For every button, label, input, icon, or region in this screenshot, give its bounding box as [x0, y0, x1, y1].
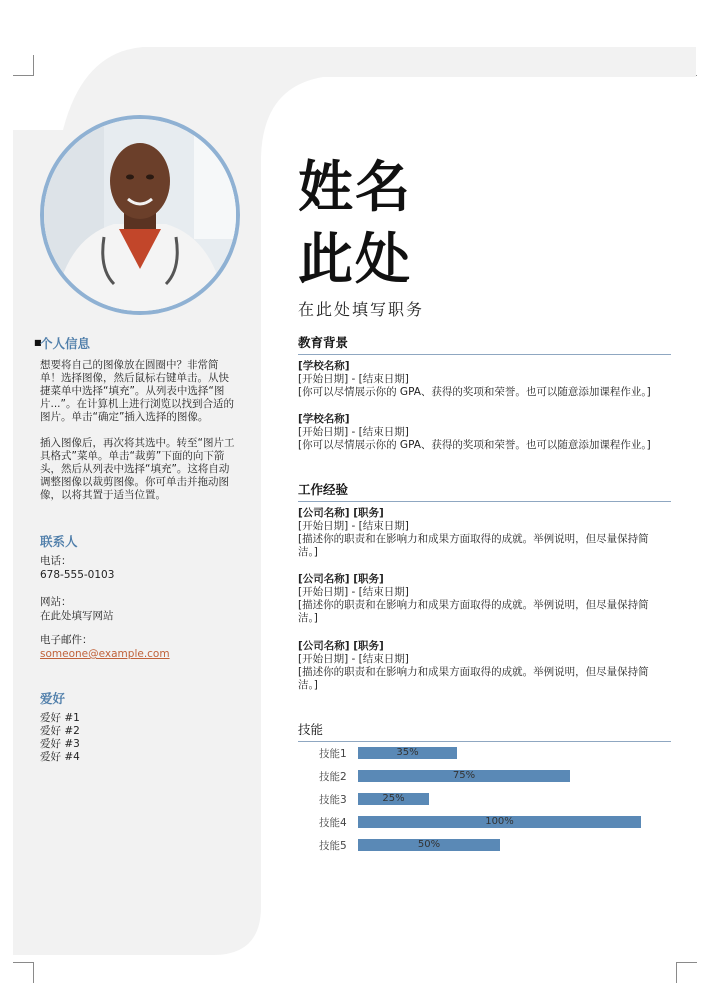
company-role: [公司名称] [职务]	[298, 640, 384, 652]
school-name: [学校名称]	[298, 413, 350, 425]
hobby-item: 爱好 #4	[40, 751, 80, 763]
education-section-title: 教育背景	[298, 333, 671, 355]
name-line-1: 姓名	[298, 155, 413, 219]
profile-para2-line: 头，然后从列表中选择“填充”。这将自动	[40, 463, 230, 475]
crop-mark-bottom-right	[676, 962, 697, 983]
experience-description-line: [描述你的职责和在影响力和成果方面取得的成就。举例说明，但尽量保持简	[298, 666, 649, 678]
skills-section-title: 技能	[298, 720, 671, 742]
profile-para1-line: 片...”。在计算机上进行浏览以找到合适的	[40, 398, 234, 410]
profile-section-title: 个人信息	[40, 336, 91, 351]
profile-para2-line: 调整图像以裁剪图像。你可单击并拖动图	[40, 476, 229, 488]
skill-bar	[358, 747, 457, 759]
skill-value-label: 75%	[452, 770, 476, 781]
phone-label: 电话：	[40, 555, 72, 567]
skill-label: 技能3	[319, 794, 347, 806]
skill-bar	[358, 793, 429, 805]
website-label: 网站：	[40, 596, 72, 608]
name-line-2: 此处	[298, 227, 413, 291]
company-role: [公司名称] [职务]	[298, 573, 384, 585]
education-description: [你可以尽情展示你的 GPA、获得的奖项和荣誉。也可以随意添加课程作业。]	[298, 439, 651, 451]
contact-section-title: 联系人	[40, 534, 78, 549]
education-dates: [开始日期] - [结束日期]	[298, 373, 409, 385]
phone-value: 678-555-0103	[40, 569, 115, 581]
experience-entry	[298, 573, 668, 625]
experience-description-line: 洁。]	[298, 546, 318, 558]
profile-para1-line: 想要将自己的图像放在圆圈中？非常简	[40, 359, 219, 371]
email-link[interactable]: someone@example.com	[40, 648, 170, 660]
list-marker: ■	[34, 338, 42, 347]
skill-bar	[358, 839, 500, 851]
skill-bar	[358, 816, 641, 828]
doctor-photo-icon	[44, 119, 236, 311]
skill-value-label: 50%	[417, 839, 441, 850]
company-role: [公司名称] [职务]	[298, 507, 384, 519]
skill-label: 技能1	[319, 748, 347, 760]
education-entry	[298, 360, 668, 399]
skill-value-label: 35%	[396, 747, 419, 758]
hobby-item: 爱好 #1	[40, 712, 80, 724]
website-value: 在此处填写网站	[40, 610, 114, 622]
skill-value-label: 25%	[382, 793, 405, 804]
experience-description-line: [描述你的职责和在影响力和成果方面取得的成就。举例说明，但尽量保持简	[298, 599, 649, 611]
profile-paragraph-1	[40, 359, 240, 424]
job-title: 在此处填写职务	[298, 300, 425, 319]
profile-para2-line: 像，以将其置于适当位置。	[40, 489, 166, 501]
experience-section-title: 工作经验	[298, 480, 671, 502]
profile-para1-line: 图片。单击“确定”插入选择的图像。	[40, 411, 209, 423]
education-entry	[298, 413, 668, 452]
profile-para2-line: 具格式”菜单。单击“裁剪”下面的向下箭	[40, 450, 225, 462]
experience-description-line: 洁。]	[298, 612, 318, 624]
crop-mark-bottom-left	[13, 962, 34, 983]
profile-paragraph-2	[40, 437, 240, 502]
education-dates: [开始日期] - [结束日期]	[298, 426, 409, 438]
hobby-item: 爱好 #3	[40, 738, 80, 750]
experience-dates: [开始日期] - [结束日期]	[298, 520, 409, 532]
skill-bar	[358, 770, 570, 782]
skill-label: 技能5	[319, 840, 347, 852]
experience-dates: [开始日期] - [结束日期]	[298, 653, 409, 665]
profile-para1-line: 单！选择图像，然后鼠标右键单击。从快	[40, 372, 229, 384]
hobbies-section-title: 爱好	[40, 691, 66, 706]
skill-label: 技能2	[319, 771, 347, 783]
skill-value-label: 100%	[485, 816, 514, 827]
profile-photo[interactable]	[40, 115, 240, 315]
experience-description-line: 洁。]	[298, 679, 318, 691]
experience-dates: [开始日期] - [结束日期]	[298, 586, 409, 598]
experience-entry	[298, 507, 668, 559]
experience-description-line: [描述你的职责和在影响力和成果方面取得的成就。举例说明，但尽量保持简	[298, 533, 649, 545]
email-label: 电子邮件：	[40, 634, 93, 646]
skill-label: 技能4	[319, 817, 347, 829]
experience-entry	[298, 640, 668, 692]
hobby-item: 爱好 #2	[40, 725, 80, 737]
education-description: [你可以尽情展示你的 GPA、获得的奖项和荣誉。也可以随意添加课程作业。]	[298, 386, 651, 398]
profile-para2-line: 插入图像后，再次将其选中。转至“图片工	[40, 437, 235, 449]
school-name: [学校名称]	[298, 360, 350, 372]
profile-para1-line: 捷菜单中选择“填充”。从列表中选择“图	[40, 385, 225, 397]
